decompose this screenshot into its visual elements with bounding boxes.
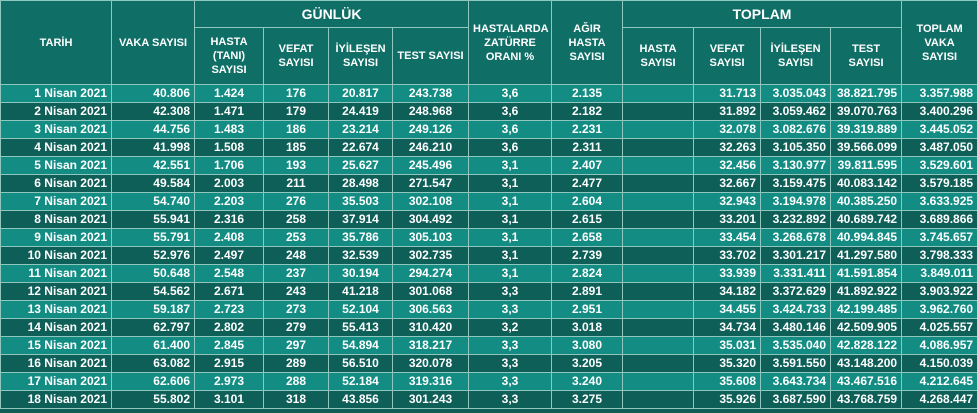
vaka-cell: 44.756	[112, 121, 195, 139]
vefat-cell: 243	[264, 283, 329, 301]
header-zaturre-orani: HASTALARDA ZATÜRRE ORANI %	[469, 1, 552, 85]
agir-cell: 3.018	[552, 319, 623, 337]
zaturre-cell: 3,6	[469, 103, 552, 121]
toplam-vefat-cell: 32.078	[694, 121, 761, 139]
iyilesen-cell: 35.786	[329, 229, 393, 247]
toplam-vefat-cell: 35.608	[694, 373, 761, 391]
hasta-cell: 2.003	[195, 175, 264, 193]
toplam-vefat-cell: 33.454	[694, 229, 761, 247]
table-row	[1, 193, 977, 211]
date-cell: 12 Nisan 2021	[1, 283, 112, 301]
test-cell: 319.316	[393, 373, 469, 391]
agir-cell: 3.205	[552, 355, 623, 373]
vefat-cell: 276	[264, 193, 329, 211]
toplam-iyilesen-cell: 3.331.411	[761, 265, 831, 283]
date-cell: 6 Nisan 2021	[1, 175, 112, 193]
toplam-hasta-cell	[623, 337, 694, 355]
toplam-vefat-cell: 31.713	[694, 85, 761, 103]
toplam-hasta-cell	[623, 391, 694, 409]
toplam-test-cell: 40.385.250	[831, 193, 902, 211]
zaturre-cell: 3,3	[469, 337, 552, 355]
date-cell: 16 Nisan 2021	[1, 355, 112, 373]
toplam-iyilesen-cell: 3.687.590	[761, 391, 831, 409]
header-test: TEST SAYISI	[393, 28, 469, 85]
hasta-cell: 2.915	[195, 355, 264, 373]
header-toplam-test: TEST SAYISI	[831, 28, 902, 85]
iyilesen-cell: 56.510	[329, 355, 393, 373]
header-tarih: TARİH	[1, 1, 112, 85]
vefat-cell: 193	[264, 157, 329, 175]
test-cell: 243.738	[393, 85, 469, 103]
date-cell: 4 Nisan 2021	[1, 139, 112, 157]
toplam-test-cell: 39.811.595	[831, 157, 902, 175]
vaka-cell: 61.400	[112, 337, 195, 355]
iyilesen-cell: 30.194	[329, 265, 393, 283]
toplam-hasta-cell	[623, 373, 694, 391]
toplam-vaka-cell: 3.445.052	[902, 121, 977, 139]
hasta-cell: 2.973	[195, 373, 264, 391]
toplam-test-cell: 41.892.922	[831, 283, 902, 301]
toplam-vefat-cell: 32.456	[694, 157, 761, 175]
test-cell: 320.078	[393, 355, 469, 373]
toplam-iyilesen-cell: 3.268.678	[761, 229, 831, 247]
toplam-test-cell: 43.148.200	[831, 355, 902, 373]
test-cell: 301.243	[393, 391, 469, 409]
zaturre-cell: 3,1	[469, 229, 552, 247]
zaturre-cell: 3,1	[469, 211, 552, 229]
toplam-iyilesen-cell: 3.035.043	[761, 85, 831, 103]
test-cell: 310.420	[393, 319, 469, 337]
toplam-vefat-cell: 32.263	[694, 139, 761, 157]
agir-cell: 2.658	[552, 229, 623, 247]
date-cell: 2 Nisan 2021	[1, 103, 112, 121]
toplam-vaka-cell: 3.798.333	[902, 247, 977, 265]
toplam-hasta-cell	[623, 301, 694, 319]
toplam-vaka-cell: 3.689.866	[902, 211, 977, 229]
hasta-cell: 2.408	[195, 229, 264, 247]
zaturre-cell: 3,1	[469, 157, 552, 175]
hasta-cell: 2.802	[195, 319, 264, 337]
toplam-iyilesen-cell: 3.301.217	[761, 247, 831, 265]
vefat-cell: 237	[264, 265, 329, 283]
table-row	[1, 121, 977, 139]
toplam-iyilesen-cell: 3.591.550	[761, 355, 831, 373]
header-vefat: VEFAT SAYISI	[264, 28, 329, 85]
table-row	[1, 103, 977, 121]
toplam-vefat-cell: 33.939	[694, 265, 761, 283]
test-cell: 248.968	[393, 103, 469, 121]
toplam-hasta-cell	[623, 283, 694, 301]
toplam-vaka-cell: 3.745.657	[902, 229, 977, 247]
toplam-vefat-cell: 34.182	[694, 283, 761, 301]
test-cell: 318.217	[393, 337, 469, 355]
vaka-cell: 41.998	[112, 139, 195, 157]
toplam-vaka-cell: 3.579.185	[902, 175, 977, 193]
toplam-hasta-cell	[623, 175, 694, 193]
date-cell: 5 Nisan 2021	[1, 157, 112, 175]
header-vaka-sayisi: VAKA SAYISI	[112, 1, 195, 85]
table-row	[1, 211, 977, 229]
toplam-vaka-cell: 4.150.039	[902, 355, 977, 373]
toplam-test-cell: 42.828.122	[831, 337, 902, 355]
date-cell: 7 Nisan 2021	[1, 193, 112, 211]
zaturre-cell: 3,6	[469, 85, 552, 103]
table-row	[1, 391, 977, 409]
iyilesen-cell: 25.627	[329, 157, 393, 175]
toplam-vefat-cell: 32.667	[694, 175, 761, 193]
header-toplam-vaka: TOPLAM VAKA SAYISI	[902, 1, 977, 85]
vaka-cell: 52.976	[112, 247, 195, 265]
vefat-cell: 253	[264, 229, 329, 247]
toplam-vaka-cell: 3.357.988	[902, 85, 977, 103]
vefat-cell: 273	[264, 301, 329, 319]
vefat-cell: 288	[264, 373, 329, 391]
hasta-cell: 2.845	[195, 337, 264, 355]
test-cell: 294.274	[393, 265, 469, 283]
date-cell: 13 Nisan 2021	[1, 301, 112, 319]
hasta-cell: 2.203	[195, 193, 264, 211]
iyilesen-cell: 35.503	[329, 193, 393, 211]
toplam-iyilesen-cell: 3.082.676	[761, 121, 831, 139]
toplam-vaka-cell: 3.962.760	[902, 301, 977, 319]
test-cell: 305.103	[393, 229, 469, 247]
toplam-vaka-cell: 3.487.050	[902, 139, 977, 157]
toplam-vefat-cell: 35.031	[694, 337, 761, 355]
toplam-hasta-cell	[623, 121, 694, 139]
iyilesen-cell: 28.498	[329, 175, 393, 193]
toplam-test-cell: 39.566.099	[831, 139, 902, 157]
hasta-cell: 2.671	[195, 283, 264, 301]
vaka-cell: 62.797	[112, 319, 195, 337]
vefat-cell: 258	[264, 211, 329, 229]
hasta-cell: 2.316	[195, 211, 264, 229]
zaturre-cell: 3,6	[469, 121, 552, 139]
table-row	[1, 85, 977, 103]
toplam-hasta-cell	[623, 139, 694, 157]
test-cell: 271.547	[393, 175, 469, 193]
toplam-hasta-cell	[623, 193, 694, 211]
table-body	[1, 85, 977, 409]
vaka-cell: 54.562	[112, 283, 195, 301]
toplam-test-cell: 39.070.763	[831, 103, 902, 121]
toplam-vefat-cell: 34.734	[694, 319, 761, 337]
vefat-cell: 289	[264, 355, 329, 373]
table-row	[1, 175, 977, 193]
zaturre-cell: 3,1	[469, 247, 552, 265]
agir-cell: 2.604	[552, 193, 623, 211]
iyilesen-cell: 20.817	[329, 85, 393, 103]
vaka-cell: 62.606	[112, 373, 195, 391]
zaturre-cell: 3,3	[469, 355, 552, 373]
toplam-iyilesen-cell: 3.059.462	[761, 103, 831, 121]
agir-cell: 3.240	[552, 373, 623, 391]
zaturre-cell: 3,3	[469, 391, 552, 409]
toplam-hasta-cell	[623, 319, 694, 337]
toplam-vaka-cell: 4.086.957	[902, 337, 977, 355]
test-cell: 306.563	[393, 301, 469, 319]
agir-cell: 2.311	[552, 139, 623, 157]
zaturre-cell: 3,3	[469, 373, 552, 391]
header-iyilesen: İYİLEŞEN SAYISI	[329, 28, 393, 85]
header-agir-hasta: AĞIR HASTA SAYISI	[552, 1, 623, 85]
toplam-iyilesen-cell: 3.372.629	[761, 283, 831, 301]
toplam-vaka-cell: 3.400.296	[902, 103, 977, 121]
toplam-vaka-cell: 4.212.645	[902, 373, 977, 391]
toplam-test-cell: 38.821.795	[831, 85, 902, 103]
toplam-test-cell: 41.297.580	[831, 247, 902, 265]
header-toplam-group: TOPLAM	[623, 1, 902, 28]
toplam-hasta-cell	[623, 157, 694, 175]
agir-cell: 2.231	[552, 121, 623, 139]
vefat-cell: 318	[264, 391, 329, 409]
test-cell: 302.108	[393, 193, 469, 211]
iyilesen-cell: 37.914	[329, 211, 393, 229]
agir-cell: 2.407	[552, 157, 623, 175]
date-cell: 3 Nisan 2021	[1, 121, 112, 139]
iyilesen-cell: 22.674	[329, 139, 393, 157]
zaturre-cell: 3,6	[469, 139, 552, 157]
hasta-cell: 3.101	[195, 391, 264, 409]
agir-cell: 2.951	[552, 301, 623, 319]
agir-cell: 3.275	[552, 391, 623, 409]
date-cell: 9 Nisan 2021	[1, 229, 112, 247]
vaka-cell: 54.740	[112, 193, 195, 211]
table-row	[1, 355, 977, 373]
toplam-test-cell: 41.591.854	[831, 265, 902, 283]
toplam-test-cell: 42.199.485	[831, 301, 902, 319]
agir-cell: 2.615	[552, 211, 623, 229]
toplam-vaka-cell: 3.529.601	[902, 157, 977, 175]
date-cell: 14 Nisan 2021	[1, 319, 112, 337]
toplam-hasta-cell	[623, 247, 694, 265]
vaka-cell: 49.584	[112, 175, 195, 193]
hasta-cell: 1.483	[195, 121, 264, 139]
zaturre-cell: 3,1	[469, 193, 552, 211]
table-row	[1, 247, 977, 265]
toplam-vaka-cell: 3.633.925	[902, 193, 977, 211]
iyilesen-cell: 55.413	[329, 319, 393, 337]
date-cell: 18 Nisan 2021	[1, 391, 112, 409]
hasta-cell: 2.723	[195, 301, 264, 319]
vaka-cell: 55.941	[112, 211, 195, 229]
test-cell: 249.126	[393, 121, 469, 139]
toplam-vefat-cell: 32.943	[694, 193, 761, 211]
toplam-test-cell: 39.319.889	[831, 121, 902, 139]
test-cell: 301.068	[393, 283, 469, 301]
toplam-iyilesen-cell: 3.194.978	[761, 193, 831, 211]
vaka-cell: 63.082	[112, 355, 195, 373]
vaka-cell: 42.308	[112, 103, 195, 121]
toplam-vefat-cell: 35.320	[694, 355, 761, 373]
table-row	[1, 319, 977, 337]
toplam-test-cell: 40.689.742	[831, 211, 902, 229]
toplam-iyilesen-cell: 3.159.475	[761, 175, 831, 193]
agir-cell: 2.135	[552, 85, 623, 103]
agir-cell: 2.824	[552, 265, 623, 283]
toplam-vefat-cell: 31.892	[694, 103, 761, 121]
iyilesen-cell: 41.218	[329, 283, 393, 301]
vefat-cell: 211	[264, 175, 329, 193]
zaturre-cell: 3,2	[469, 319, 552, 337]
date-cell: 15 Nisan 2021	[1, 337, 112, 355]
toplam-vefat-cell: 33.702	[694, 247, 761, 265]
vaka-cell: 55.791	[112, 229, 195, 247]
vaka-cell: 42.551	[112, 157, 195, 175]
iyilesen-cell: 43.856	[329, 391, 393, 409]
hasta-cell: 2.497	[195, 247, 264, 265]
date-cell: 17 Nisan 2021	[1, 373, 112, 391]
iyilesen-cell: 52.104	[329, 301, 393, 319]
toplam-vaka-cell: 3.849.011	[902, 265, 977, 283]
toplam-vefat-cell: 35.926	[694, 391, 761, 409]
date-cell: 1 Nisan 2021	[1, 85, 112, 103]
test-cell: 302.735	[393, 247, 469, 265]
vaka-cell: 55.802	[112, 391, 195, 409]
table-row	[1, 157, 977, 175]
toplam-hasta-cell	[623, 265, 694, 283]
hasta-cell: 1.471	[195, 103, 264, 121]
toplam-iyilesen-cell: 3.535.040	[761, 337, 831, 355]
toplam-iyilesen-cell: 3.424.733	[761, 301, 831, 319]
toplam-iyilesen-cell: 3.480.146	[761, 319, 831, 337]
iyilesen-cell: 52.184	[329, 373, 393, 391]
toplam-test-cell: 40.994.845	[831, 229, 902, 247]
toplam-iyilesen-cell: 3.232.892	[761, 211, 831, 229]
toplam-iyilesen-cell: 3.643.734	[761, 373, 831, 391]
hasta-cell: 1.424	[195, 85, 264, 103]
toplam-test-cell: 43.768.759	[831, 391, 902, 409]
toplam-iyilesen-cell: 3.130.977	[761, 157, 831, 175]
iyilesen-cell: 24.419	[329, 103, 393, 121]
table-row	[1, 265, 977, 283]
table-header	[1, 1, 977, 85]
test-cell: 304.492	[393, 211, 469, 229]
toplam-hasta-cell	[623, 229, 694, 247]
vefat-cell: 186	[264, 121, 329, 139]
zaturre-cell: 3,3	[469, 283, 552, 301]
toplam-vaka-cell: 4.268.447	[902, 391, 977, 409]
zaturre-cell: 3,1	[469, 175, 552, 193]
zaturre-cell: 3,1	[469, 265, 552, 283]
toplam-test-cell: 40.083.142	[831, 175, 902, 193]
toplam-hasta-cell	[623, 85, 694, 103]
vefat-cell: 297	[264, 337, 329, 355]
zaturre-cell: 3,3	[469, 301, 552, 319]
hasta-cell: 1.706	[195, 157, 264, 175]
toplam-hasta-cell	[623, 355, 694, 373]
vaka-cell: 59.187	[112, 301, 195, 319]
date-cell: 8 Nisan 2021	[1, 211, 112, 229]
table-row	[1, 337, 977, 355]
agir-cell: 2.739	[552, 247, 623, 265]
toplam-vefat-cell: 33.201	[694, 211, 761, 229]
table-row	[1, 229, 977, 247]
header-gunluk-group: GÜNLÜK	[195, 1, 469, 28]
header-toplam-vefat: VEFAT SAYISI	[694, 28, 761, 85]
vaka-cell: 40.806	[112, 85, 195, 103]
agir-cell: 2.477	[552, 175, 623, 193]
toplam-hasta-cell	[623, 211, 694, 229]
vaka-cell: 50.648	[112, 265, 195, 283]
header-toplam-iyilesen: İYİLEŞEN SAYISI	[761, 28, 831, 85]
table-row	[1, 301, 977, 319]
iyilesen-cell: 32.539	[329, 247, 393, 265]
test-cell: 245.496	[393, 157, 469, 175]
toplam-test-cell: 43.467.516	[831, 373, 902, 391]
agir-cell: 2.891	[552, 283, 623, 301]
toplam-vefat-cell: 34.455	[694, 301, 761, 319]
hasta-cell: 2.548	[195, 265, 264, 283]
vefat-cell: 248	[264, 247, 329, 265]
agir-cell: 2.182	[552, 103, 623, 121]
vefat-cell: 179	[264, 103, 329, 121]
vefat-cell: 185	[264, 139, 329, 157]
date-cell: 11 Nisan 2021	[1, 265, 112, 283]
toplam-iyilesen-cell: 3.105.350	[761, 139, 831, 157]
header-hasta-tani: HASTA (TANI) SAYISI	[195, 28, 264, 85]
vefat-cell: 279	[264, 319, 329, 337]
test-cell: 246.210	[393, 139, 469, 157]
iyilesen-cell: 54.894	[329, 337, 393, 355]
agir-cell: 3.080	[552, 337, 623, 355]
toplam-vaka-cell: 4.025.557	[902, 319, 977, 337]
table-row	[1, 139, 977, 157]
toplam-vaka-cell: 3.903.922	[902, 283, 977, 301]
table-row	[1, 373, 977, 391]
vefat-cell: 176	[264, 85, 329, 103]
date-cell: 10 Nisan 2021	[1, 247, 112, 265]
header-toplam-hasta: HASTA SAYISI	[623, 28, 694, 85]
hasta-cell: 1.508	[195, 139, 264, 157]
table-row	[1, 283, 977, 301]
toplam-hasta-cell	[623, 103, 694, 121]
toplam-test-cell: 42.509.905	[831, 319, 902, 337]
iyilesen-cell: 23.214	[329, 121, 393, 139]
